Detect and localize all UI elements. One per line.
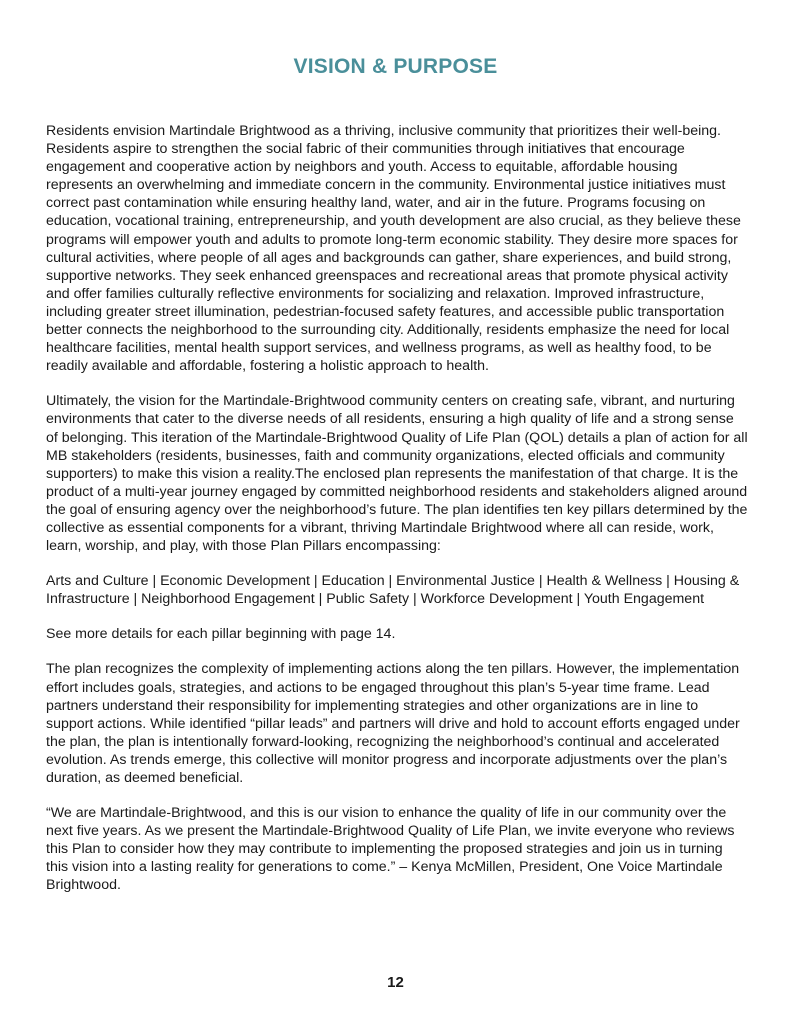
- paragraph-pillars-list: Arts and Culture | Economic Development | Education | Environmental Justice | Health & Wellness | Housing & Infrastructure | Neighborhood Engagement | Public Safety | Workforce Development | Youth Engagement: [46, 573, 740, 608]
- paragraph-ultimately: Ultimately, the vision for the Martindale-Brightwood community centers on creating safe, vibrant, and nurturing environments that cater to the diverse needs of all residents, ensuring a high quality of life and a strong sense of belonging. This iteration of the Martindale-Brightwood Quality of Life Plan (QOL) details a plan of action for all MB stakeholders (residents, businesses, faith and community organizations, elected officials and community supporters) to make this vision a reality.The enclosed plan represents the manifestation of that charge. It is the product of a multi-year journey engaged by committed neighborhood residents and stakeholders aligned around the goal of ensuring agency over the neighborhood’s future. The plan identifies ten key pillars determined by the collective as essential components for a vibrant, thriving Martindale Brightwood where all can reside, work, learn, worship, and play, with those Plan Pillars encompassing:: [46, 393, 748, 555]
- paragraph-quote: “We are Martindale-Brightwood, and this is our vision to enhance the quality of life in our community over the next five years. As we present the Martindale-Brightwood Quality of Life Plan, we invite everyone who reviews this Plan to consider how they may contribute to implementing the proposed strategies and join us in turning this vision into a lasting reality for generations to come.” – Kenya McMillen, President, One Voice Martindale Brightwood.: [46, 805, 735, 894]
- paragraph-vision: Residents envision Martindale Brightwood as a thriving, inclusive community that prioritizes their well-being. Residents aspire to strengthen the social fabric of their communities through initiatives that encourage engagement and cooperative action by neighbors and youth. Access to equitable, affordable housing represents an overwhelming and immediate concern in the community. Environmental justice initiatives must correct past contamination while ensuring healthy land, water, and air in the future. Programs focusing on education, vocational training, entrepreneurship, and youth development are also crucial, as they believe these programs will empower youth and adults to promote long-term economic stability. They desire more spaces for cultural activities, where people of all ages and backgrounds can gather, share experiences, and build strong, supportive networks. They seek enhanced greenspaces and recreational areas that promote physical activity and offer families culturally reflective environments for socializing and relaxation. Improved infrastructure, including greater street illumination, pedestrian-focused safety features, and accessible public transportation better connects the neighborhood to the surrounding city. Additionally, residents emphasize the need for local healthcare facilities, mental health support services, and wellness programs, as well as healthy food, to be readily available and affordable, fostering a holistic approach to health.: [46, 123, 741, 375]
- page-title: VISION & PURPOSE: [293, 55, 498, 78]
- body-content: [46, 122, 748, 912]
- paragraph-see-more: See more details for each pillar beginning with page 14.: [46, 626, 396, 643]
- paragraph-implementation: The plan recognizes the complexity of implementing actions along the ten pillars. However, the implementation effort includes goals, strategies, and actions to be engaged throughout this plan’s 5-year time frame. Lead partners understand their responsibility for implementing strategies and other organizations are in line to support actions. While identified “pillar leads” and partners will drive and hold to account efforts engaged under the plan, the plan is intentionally forward-looking, recognizing the neighborhood’s continual and accelerated evolution. As trends emerge, this collective will monitor progress and incorporate adjustments over the plan’s duration, as deemed beneficial.: [46, 661, 740, 786]
- page-number: 12: [387, 974, 404, 991]
